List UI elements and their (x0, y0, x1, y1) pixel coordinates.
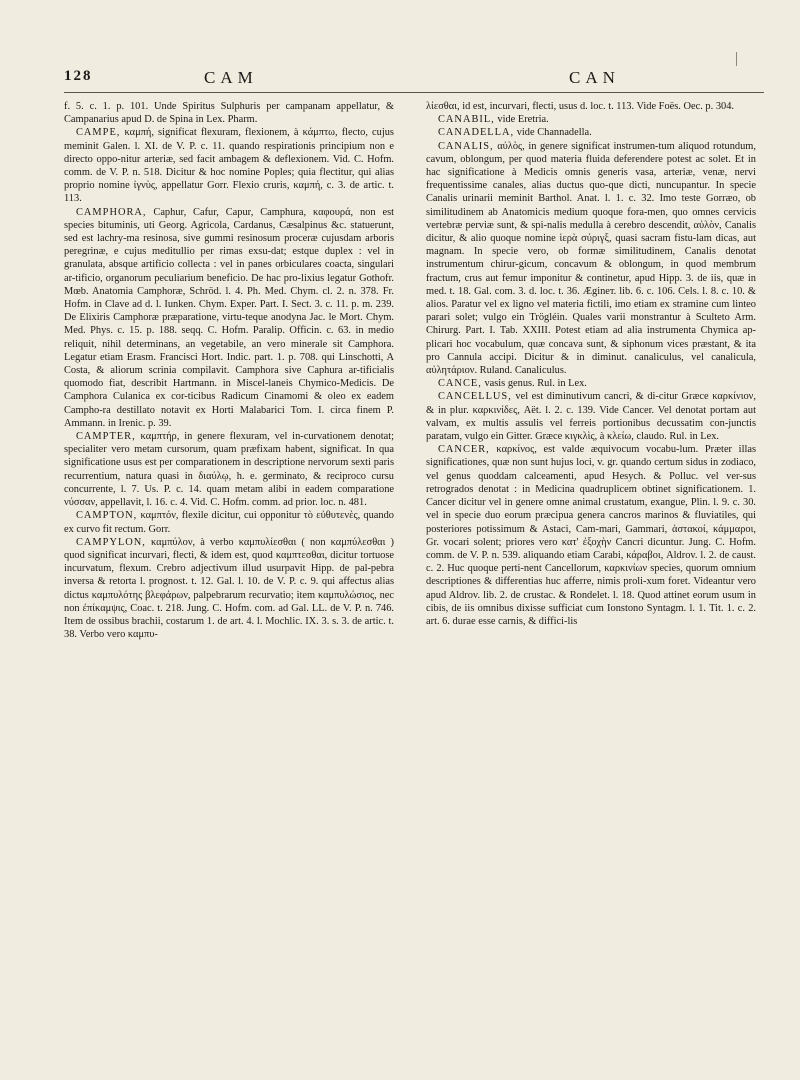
left-column (64, 100, 394, 641)
entry-paragraph (64, 536, 394, 642)
left-running-head: CAM (204, 68, 258, 87)
entry-paragraph (426, 377, 756, 390)
right-column (426, 100, 756, 628)
entry-headword: CANABIL, (438, 114, 495, 126)
entry-paragraph (426, 140, 756, 378)
entry-text: λίεσθαι, id est, incurvari, flecti, usus d. loc. t. 113. Vide Foës. Oec. p. 304. (426, 101, 735, 112)
entry-headword: CANCER, (438, 444, 490, 456)
entry-text: καρκίνος, est valde æquivocum vocabu-lum. Præter illas significationes, quæ non sunt hujus loci, v. gr. quando certum sidus in zodiaco, vel genus quoddam calceamenti, apud Hesych. & Polluc. vel ver-sus retrogrados denotat : in Medicina quadruplicem obtinet significationem. 1. Cancer dicitur vel in genere omne animal crustatum, exangue, Plin. l. 9. c. 30. vel in specie duo eorum præcipua genera cancros marinos & fluviatiles, qui posteriores potissimum & Astaci, Cam-mari, Gammari, ἀστακοί, κάμμαροι, Gr. vocari solent; priores vero κατ' ἐξοχὴν Cancri dicuntur. Jung. C. Hofm. comm. de V. P. n. 539. aliquando etiam Carabi, κάραβοι, Aldrov. l. 2. de caust. c. 2. Huc quoque perti-nent Cancellorum, καρκινίων species, quorum omnium descriptiones & differentias huc afferre, nimis proli-xum foret. Videantur vero apud Aldrov. lib. 2. de crustac. & Rondelet. l. 18. Quod attinet eorum usum in cibis, de iis omnibus dixisse sufficiat cum Ionstono Syntagm. l. 1. Tit. 1. c. 2. art. 6. durae esse carnis, & diffici-lis (426, 444, 756, 627)
page-header (64, 68, 764, 90)
entry-paragraph (426, 390, 756, 443)
entry-paragraph (64, 206, 394, 430)
entry-headword: CANALIS, (438, 140, 494, 152)
entry-headword: CAMPYLON, (76, 536, 146, 548)
entry-text: καμπύλον, à verbo καμπυλίεσθαι ( non καμπύλεσθαι ) quod significat incurvari, flecti, & idem est, quod καμπτεσθαι, dicitur tortuose incurvatum, flexum. Crebro adjectivum illud usurpavit Hipp. de pal-pebra inversa & retorta l. prognost. t. 12. Gal. l. 10. de V. P. c. 9. qui affectus alias dictus καμπυλότης βλεφάρων, palpebrarum recurvatio; item καμπυλώσιος, nec non ἐπίκαμψις, Coac. t. 218. Jung. C. Hofm. com. ad Gal. LL. de V. P. n. 746. Item de ossibus brachii, costarum 1. de art. 4. l. Mochlic. IX. 3. s. 3. de artic. t. 38. Verbo vero καμπυ- (64, 536, 394, 641)
entry-text: καμπή, significat flexuram, flexionem, à κάμπτω, flecto, cujus meminit Galen. l. XI. de V. P. c. 11. quando respirationis principium non e directo oppo-nitur arteriæ, sed facit ambagem & deflexionem. Vid. C. Hofm. comm. de V. P. n. 518. Dicitur & hoc nomine Poples; quia flectitur, qui alias proprio nomine ἰγνὺς, appellatur Gorr. Flexio cruris, καμπή, c. 3. de artic. t. 113. (64, 127, 394, 205)
entry-headword: CAMPE, (76, 127, 121, 139)
entry-headword: CANCELLUS, (438, 391, 512, 403)
entry-text: f. 5. c. 1. p. 101. Unde Spiritus Sulphuris per campanam appellatur, & Campanarius apud D. de Spina in Lex. Pharm. (64, 101, 394, 126)
header-rule (64, 92, 764, 93)
page-number: 128 (64, 68, 93, 84)
entry-text: αὐλὸς, in genere significat instrumen-tum aliquod rotundum, cavum, oblongum, per quod materia fluida deferendere potest ac solet. Et in hac significatione à Medicis omnis generis vasa, arteriæ, venæ, nervi frequentissime canales, alias ductus quo-que dicti, nuncupantur. In specie Canalis urinarii meminit Barthol. Anat. l. 1. c. 32. Imo teste Gorræo, ob similitudinem ab Anatomicis medium quoque fora-men, quo omnes cervicis vertebræ perviæ sunt, & spi-nalis medulla à cerebro descendit, αὐλὸν, Canalis dicitur, & alio quoque nomine ἱερὰ σύριγξ, quasi sacram fistu-lam dicas, aut magnam. In specie vero, ob formæ similitudinem, Canalis denotat instrumentum chirur-gicum, concavum & oblongum, in quod membrum fractum, crus aut femur imponitur & continetur, apud Hipp. 3. de iis, quæ in med. t. 18. Gal. com. 3. d. loc. t. 36. Ægineт. lib. 6. c. 106. Cels. l. 8. c. 10. & alios. Paratur vel ex ligno vel materia fictili, imo etiam ex stramine cum linteo parari solet; vulgo ein Trögléin. Quales varii monstrantur à Sculteto Arm. Chirurg. Part. I. Tab. XXIII. Potest etiam ad alia instrumenta Chymica ap-plicari hoc vocabulum, quæ concava sunt, & siphonum vices præstant, & ita pro Cannula accipi. Dicitur & in diminut. canaliculus, vel canalicula, αὐλητάριον. Ruland. Canaliculus. (426, 140, 756, 377)
entry-text: καμπτόν, flexile dicitur, cui opponitur τὸ εὐθυτενὲς, quando ex curvo fit rectum. Gorr. (64, 510, 394, 535)
entry-text: vasis genus. Rul. in Lex. (484, 378, 587, 390)
entry-paragraph (64, 509, 394, 535)
entry-paragraph (426, 100, 756, 113)
page-margin-mark (736, 52, 737, 66)
entry-paragraph (64, 126, 394, 205)
entry-text: καμπτήρ, in genere flexuram, vel in-curvationem denotat; specialiter vero metam cursorum, quam præfixam habent, significat. In qua significatione usus est per comparationem in descriptione nervorum sexti paris recurrentium, natura quasi in διαύλῳ, h. e. germinato, & reciproco cursu concurrente, l. 7. Us. P. c. 14. quam metam alibi in eadem comparatione νύσσαν, appellavit, l. 16. c. 4. Vid. C. Hofm. comm. ad prior. loc. n. 481. (64, 431, 394, 509)
entry-headword: CANADELLA, (438, 127, 515, 139)
entry-paragraph (426, 113, 756, 126)
entry-paragraph (426, 443, 756, 628)
entry-paragraph (64, 100, 394, 126)
entry-text: vide Eretria. (497, 114, 549, 126)
entry-text: Caphur, Cafur, Capur, Camphura, καφουρά, non est species bituminis, uti Georg. Agricola, Cardanus, Cæsalpinus &c. statuerunt, sed est lachry-ma resinosa, sive gummi resinosum proceræ cujusdam arboris peregrinæ, e cujus meditullio per rimas exsu-dat; estque duplex : vel in granulata, absque artificio collecta : vel in panes orbiculares coacta, singulari ar-tificio, organorum peculiarium beneficio. De hac pro-lixius legatur Gothofr. Mœb. Anatomia Camphoræ, Schröd. l. 4. Ph. Med. Chym. cl. 2. n. 378. Fr. Hofm. in Clave ad d. l. Iunken. Chym. Exper. Part. I. Sect. 3. c. 11. p. m. 239. De Elixiris Camphoræ præparatione, virtu-teque anodyna Jac. le Mort. Chym. Med. Phys. c. 15. p. 188. seqq. C. Hofm. Paralip. Officin. c. 63. in medio reliquit, nihil determinans, an vegetabile, an vero minerale sit Camphora. Legatur etiam Erasm. Francisci Hort. Indic. part. 1. p. 708. qui Linschotti, A Costa, & aliorum scrinia compilavit. Camphora sive Caphura ar-tificialis quomodo fiat, describit Hartmann. in Miscel-laneis Chymico-Medicis. De Camphora Culanica ex cor-ticibus Radicum Cinamomi & oleo ex eadem Campho-ra destillato notavit ex Horti Malabarici Tom. I. circa finem P. Ammann. in Irenic. p. 39. (64, 206, 394, 429)
entry-paragraph (426, 126, 756, 139)
entry-headword: CANCE, (438, 378, 482, 390)
right-running-head: CAN (569, 68, 620, 87)
entry-headword: CAMPTON, (76, 510, 138, 522)
entry-text: vel est diminutivum cancri, & di-citur Græce καρκίνιον, & in plur. καρκινίδες, Aët. l. 2. c. 139. Vide Cancer. Vel denotat portam aut valvam, ex multis assulis vel ferreis portionibus decussatim con-junctis paratam, vulgo ein Gitter. Græce κιγκλὶς, à κλείω, claudo. Rul. in Lex. (426, 391, 756, 443)
entry-headword: CAMPHORA, (76, 206, 147, 218)
entry-paragraph (64, 430, 394, 509)
entry-text: vide Channadella. (516, 127, 592, 139)
entry-headword: CAMPTER, (76, 431, 136, 443)
